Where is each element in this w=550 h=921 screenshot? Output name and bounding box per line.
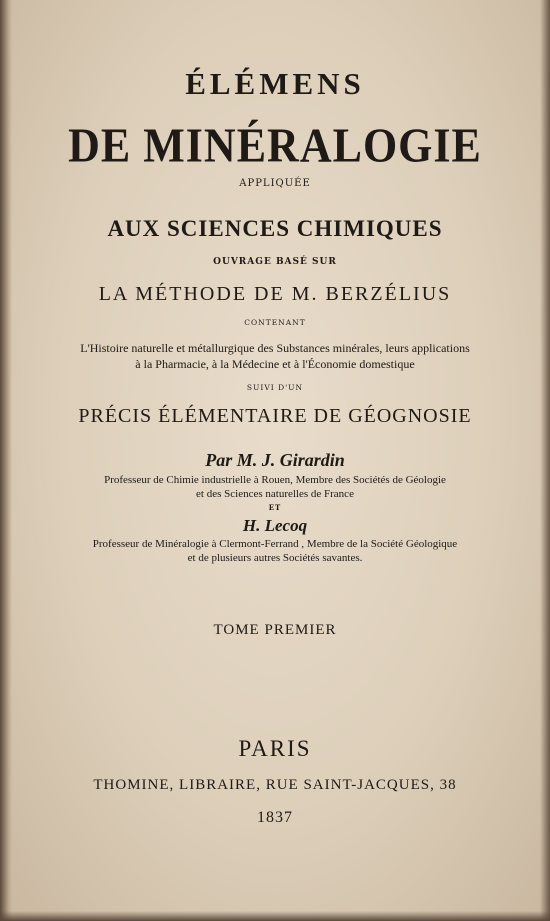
author-1-desc-line-1: Professeur de Chimie industrielle à Rouen, Membre des Sociétés de Géologie	[104, 474, 446, 486]
author-1: Par M. J. Girardin	[205, 450, 345, 470]
based-on-label: OUVRAGE BASÉ SUR	[213, 257, 337, 267]
title-line-2: DE MINÉRALOGIE	[68, 118, 482, 173]
imprint-year: 1837	[257, 809, 293, 826]
imprint-publisher: THOMINE, LIBRAIRE, RUE SAINT-JACQUES, 38	[93, 777, 457, 793]
author-2: H. Lecoq	[242, 516, 308, 535]
author-2-desc-line-2: et de plusieurs autres Sociétés savantes.	[187, 552, 363, 564]
contents-line-2: à la Pharmacie, à la Médecine et à l'Économie domestique	[135, 357, 415, 371]
imprint-city: PARIS	[238, 736, 312, 761]
applied-to-line: AUX SCIENCES CHIMIQUES	[107, 216, 443, 241]
author-1-desc-line-2: et des Sciences naturelles de France	[196, 488, 354, 500]
contents-line-1: L'Histoire naturelle et métallurgique des Substances minérales, leurs applications	[80, 341, 470, 355]
title-line-1: ÉLÉMENS	[185, 66, 365, 101]
and-label: ET	[268, 503, 282, 512]
followed-by-label: SUIVI D'UN	[246, 383, 304, 392]
precis-line: PRÉCIS ÉLÉMENTAIRE DE GÉOGNOSIE	[78, 405, 472, 427]
method-line: LA MÉTHODE DE M. BERZÉLIUS	[98, 283, 452, 305]
containing-label: CONTENANT	[244, 318, 306, 327]
volume-label: TOME PREMIER	[213, 622, 337, 638]
author-2-desc-line-1: Professeur de Minéralogie à Clermont-Ferrand , Membre de la Société Géologique	[92, 538, 458, 550]
page-edge-bottom	[0, 911, 550, 921]
applied-label: APPLIQUÉE	[239, 178, 311, 189]
